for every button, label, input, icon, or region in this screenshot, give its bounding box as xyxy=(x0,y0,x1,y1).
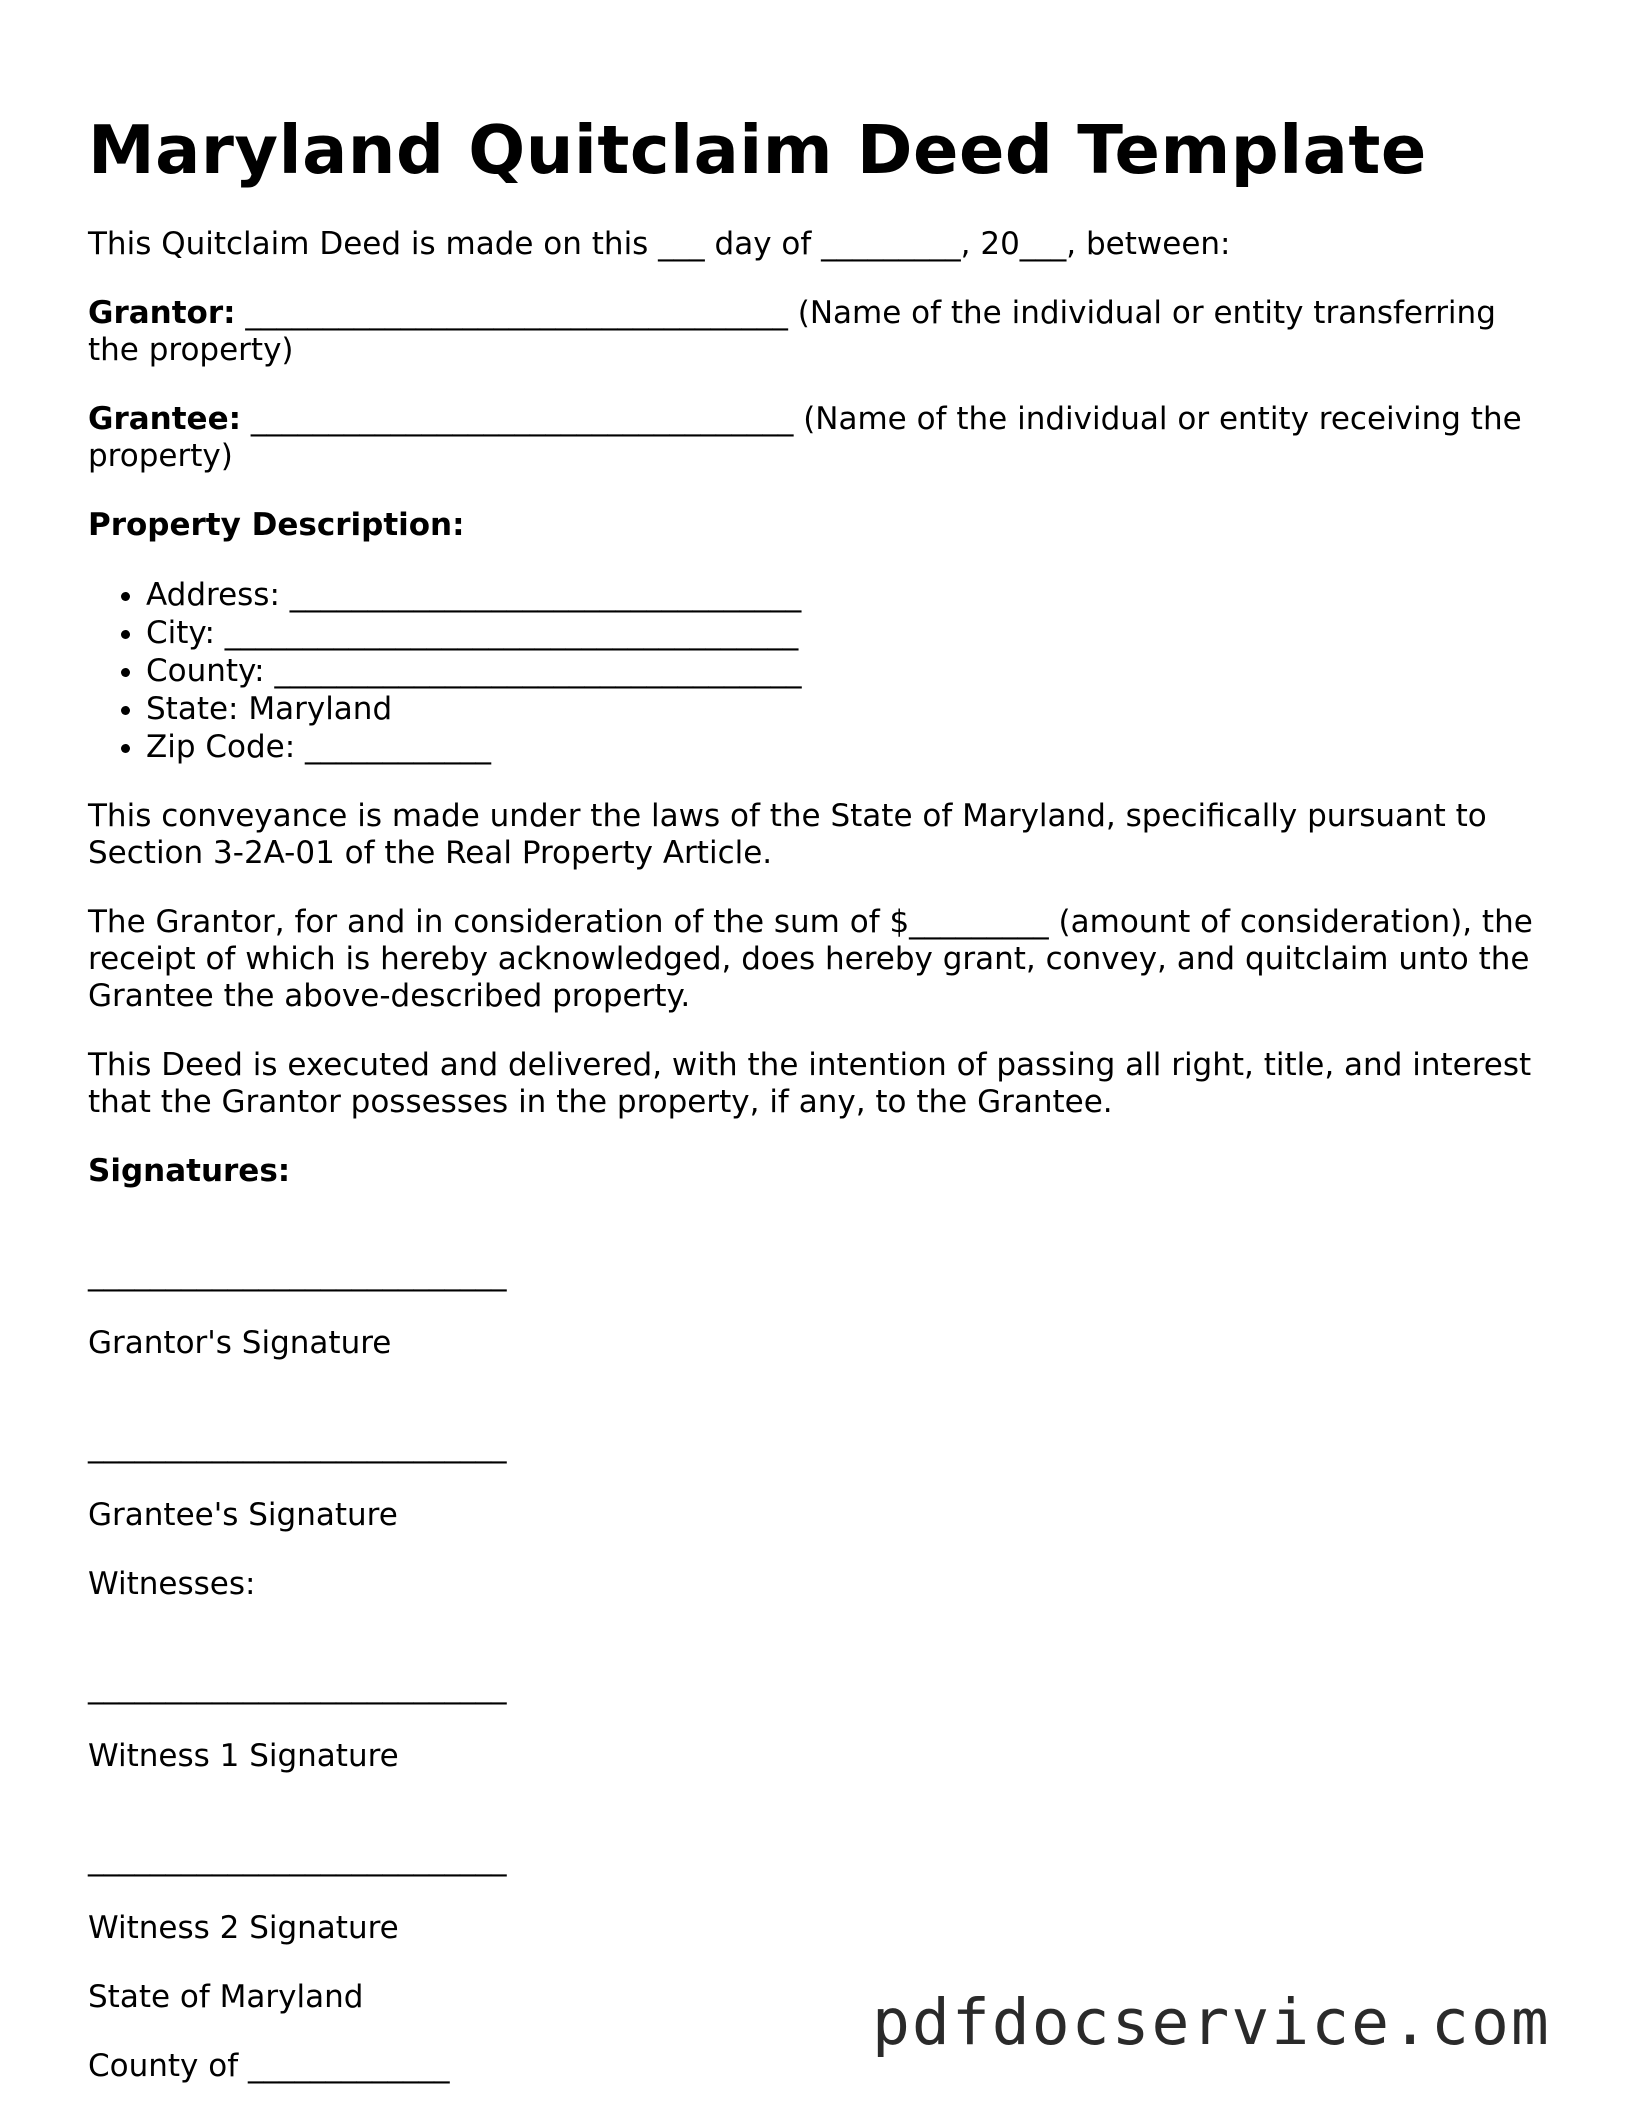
witness2-signature-line: ___________________________ xyxy=(88,1841,507,1877)
grantee-text: ___________________________________ (Name of the individual or entity receiving the property) xyxy=(88,401,1522,474)
watermark: pdfdocservice.com xyxy=(872,1986,1551,2059)
grantee-paragraph xyxy=(88,401,1548,475)
grantee-signature-line: ___________________________ xyxy=(88,1428,507,1464)
witness2-signature-label: Witness 2 Signature xyxy=(88,1910,399,1946)
county-line: County of _____________ xyxy=(88,2048,450,2084)
property-address: • Address: _________________________________ xyxy=(146,576,1548,614)
grantor-text: ___________________________________ (Name of the individual or entity transferring the property) xyxy=(88,295,1496,368)
execution-paragraph: This Deed is executed and delivered, with the intention of passing all right, title, and interest that the Grantor possesses in the property, if any, to the Grantee. xyxy=(88,1047,1532,1120)
state-line: State of Maryland xyxy=(88,1979,364,2015)
conveyance-paragraph: This conveyance is made under the laws of the State of Maryland, specifically pursuant to Section 3-2A-01 of the Real Property Article. xyxy=(88,798,1487,871)
intro-paragraph: This Quitclaim Deed is made on this ___ day of _________, 20___, between: xyxy=(88,226,1231,262)
property-heading: Property Description: xyxy=(88,507,465,543)
signatures-heading: Signatures: xyxy=(88,1153,291,1189)
property-county: • County: __________________________________ xyxy=(146,652,1548,690)
grantor-signature-line: ___________________________ xyxy=(88,1256,507,1292)
consideration-paragraph: The Grantor, for and in consideration of the sum of $_________ (amount of consideration), the receipt of which is hereby acknowledged, does hereby grant, convey, and quitclaim unto the Grantee the above-described property. xyxy=(88,904,1533,1014)
witness1-signature-line: ___________________________ xyxy=(88,1669,507,1705)
document-page xyxy=(88,108,1548,2117)
property-state: • State: Maryland xyxy=(146,690,1548,728)
grantee-signature-label: Grantee's Signature xyxy=(88,1497,398,1533)
grantor-label: Grantor: xyxy=(88,295,236,331)
witnesses-label: Witnesses: xyxy=(88,1566,256,1602)
grantee-label: Grantee: xyxy=(88,401,241,437)
grantor-signature-label: Grantor's Signature xyxy=(88,1325,392,1361)
grantor-paragraph xyxy=(88,295,1548,369)
page-title: Maryland Quitclaim Deed Template xyxy=(88,111,1427,189)
property-zip: • Zip Code: ____________ xyxy=(146,728,1548,766)
property-list xyxy=(88,576,1548,766)
witness1-signature-label: Witness 1 Signature xyxy=(88,1738,399,1774)
property-city: • City: _____________________________________ xyxy=(146,614,1548,652)
